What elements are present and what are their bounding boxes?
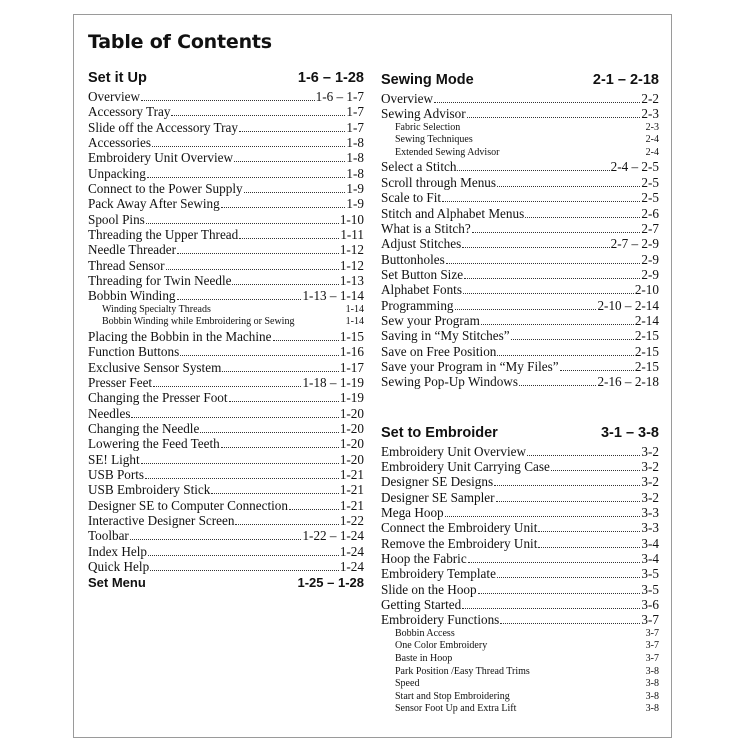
toc-entry-page: 3-2 <box>641 458 659 474</box>
toc-entry-label: Threading for Twin Needle <box>88 273 232 289</box>
toc-entry-label: Placing the Bobbin in the Machine <box>88 329 272 344</box>
toc-entry-page: 1-20 <box>339 436 364 452</box>
toc-entry-page: 2-7 <box>641 220 659 236</box>
toc-entry <box>381 236 659 251</box>
toc-entry-label: What is a Stitch? <box>381 220 471 236</box>
toc-entry-page: 2-15 <box>634 343 659 359</box>
toc-subentry <box>381 666 659 679</box>
dot-leader <box>177 253 339 254</box>
right-column <box>381 69 659 716</box>
toc-entry-label: Winding Specialty Threads <box>102 303 211 315</box>
toc-entry <box>88 498 364 513</box>
toc-entry-page: 2-3 <box>641 106 659 122</box>
toc-entry-page: 1-15 <box>339 329 364 344</box>
toc-entry <box>88 360 364 375</box>
toc-entry-label: Embroidery Template <box>381 566 496 582</box>
toc-entry-label: Toolbar <box>88 528 129 544</box>
dot-leader <box>131 417 338 418</box>
dot-leader <box>551 470 641 471</box>
toc-entry <box>88 242 364 257</box>
toc-entry-page: 1-22 <box>339 513 364 529</box>
dot-leader <box>222 371 338 372</box>
toc-entry-label: Connect the Embroidery Unit <box>381 520 538 536</box>
toc-entry-label: Index Help <box>88 543 147 559</box>
toc-entry-page: 1-7 <box>346 119 364 135</box>
toc-entry <box>88 375 364 390</box>
toc-entry-label: One Color Embroidery <box>395 640 488 652</box>
dot-leader <box>468 562 641 563</box>
toc-entry-page: 2-4 <box>645 146 659 158</box>
toc-entry <box>88 227 364 242</box>
toc-entry <box>381 190 659 205</box>
toc-entry-page: 3-3 <box>641 505 659 520</box>
toc-entry-label: Save on Free Position <box>381 343 497 359</box>
toc-entry-label: Buttonholes <box>381 251 445 267</box>
toc-entry-label: Thread Sensor <box>88 257 165 273</box>
toc-entry-page: 1-24 <box>339 543 364 559</box>
toc-entry-page: 3-6 <box>641 597 659 613</box>
toc-entry-label: Exclusive Sensor System <box>88 359 222 375</box>
toc-entry-page: 2-14 <box>634 312 659 328</box>
toc-entry <box>88 421 364 436</box>
toc-entry <box>381 106 659 121</box>
toc-entry-label: Select a Stitch <box>381 159 457 175</box>
toc-entry-page: 3-4 <box>641 535 659 551</box>
dot-leader <box>445 516 641 517</box>
toc-entry <box>381 520 659 535</box>
dot-leader <box>289 509 339 510</box>
toc-entry <box>88 212 364 227</box>
toc-entry-page: 1-7 <box>346 104 364 120</box>
dot-leader <box>273 340 339 341</box>
toc-entry-label: Scale to Fit <box>381 190 442 206</box>
dot-leader <box>467 117 641 118</box>
left-column <box>88 67 364 590</box>
toc-entry <box>381 551 659 566</box>
toc-entry-page: 1-16 <box>339 344 364 360</box>
toc-entry-page: 3-7 <box>645 640 659 652</box>
toc-entry-page: 2-4 – 2-5 <box>610 159 659 175</box>
toc-entry-page: 2-9 <box>641 266 659 282</box>
toc-entry-label: Changing the Presser Foot <box>88 390 228 406</box>
toc-entry-page: 1-12 <box>339 257 364 273</box>
toc-entry-label: Remove the Embroidery Unit <box>381 535 538 551</box>
toc-entry <box>381 359 659 374</box>
toc-entry-label: Set Menu <box>88 574 146 590</box>
section-title: Set to Embroider <box>381 424 498 441</box>
toc-entry-label: Getting Started <box>381 597 462 613</box>
toc-entry <box>381 91 659 106</box>
toc-entry-page: 1-21 <box>339 497 364 513</box>
toc-entry-page: 3-8 <box>645 678 659 690</box>
toc-entry-label: Bobbin Winding <box>88 288 176 304</box>
toc-entry-label: Bobbin Access <box>395 627 455 639</box>
dot-leader <box>462 608 640 609</box>
toc-entry <box>88 258 364 273</box>
toc-entry-label: Embroidery Unit Overview <box>381 443 527 459</box>
dot-leader <box>180 355 339 356</box>
toc-entry <box>88 181 364 196</box>
dot-leader <box>463 293 634 294</box>
toc-entry-label: Changing the Needle <box>88 421 200 437</box>
toc-entry-page: 2-10 <box>634 282 659 298</box>
toc-entry-page: 2-4 <box>645 134 659 146</box>
toc-entry-label: USB Embroidery Stick <box>88 482 211 498</box>
toc-entry <box>88 513 364 528</box>
toc-entry <box>88 575 364 590</box>
toc-entry-label: Start and Stop Embroidering <box>395 690 510 702</box>
toc-entry <box>381 252 659 267</box>
toc-entry <box>381 612 659 627</box>
toc-subentry <box>381 134 659 147</box>
toc-entry <box>88 150 364 165</box>
dot-leader <box>232 284 338 285</box>
toc-entry-label: Overview <box>88 89 140 104</box>
section-heading-sewing-mode <box>381 69 659 91</box>
toc-entry-page: 1-10 <box>339 211 364 227</box>
toc-entry-page: 1-20 <box>339 421 364 437</box>
toc-entry-label: Sewing Pop-Up Windows <box>381 374 518 390</box>
dot-leader <box>478 593 641 594</box>
toc-entry-page: 1-8 <box>346 150 364 166</box>
dot-leader <box>211 493 338 494</box>
dot-leader <box>442 201 640 202</box>
toc-entry-page: 1-8 <box>346 135 364 151</box>
toc-entry-label: Presser Feet <box>88 375 153 391</box>
dot-leader <box>497 186 640 187</box>
toc-entry-page: 2-5 <box>641 190 659 206</box>
toc-entry-label: Sewing Techniques <box>395 134 473 146</box>
dot-leader <box>166 269 339 270</box>
toc-entry <box>88 544 364 559</box>
toc-subentry <box>381 122 659 135</box>
toc-entry-page: 1-9 <box>346 181 364 197</box>
toc-list <box>88 89 364 590</box>
toc-entry-label: Accessory Tray <box>88 104 171 120</box>
toc-entry-page: 3-8 <box>645 703 659 715</box>
toc-entry-page: 1-17 <box>339 359 364 375</box>
dot-leader <box>150 570 339 571</box>
toc-entry-label: Embroidery Functions <box>381 612 500 628</box>
toc-entry-page: 3-5 <box>641 566 659 582</box>
toc-entry-page: 1-13 – 1-14 <box>302 288 364 304</box>
dot-leader <box>239 131 345 132</box>
toc-entry <box>88 436 364 451</box>
toc-entry-page: 3-3 <box>641 520 659 536</box>
section-pages: 1-6 – 1-28 <box>297 70 364 86</box>
dot-leader <box>538 531 640 532</box>
toc-entry-label: Sew your Program <box>381 312 480 328</box>
toc-entry-label: SE! Light <box>88 451 140 467</box>
toc-entry-page: 2-5 <box>641 174 659 190</box>
toc-entry-label: Baste in Hoop <box>395 652 453 664</box>
toc-entry-label: Stitch and Alphabet Menus <box>381 205 525 221</box>
toc-entry <box>381 505 659 520</box>
dot-leader <box>235 524 338 525</box>
toc-entry-page: 2-3 <box>645 121 659 133</box>
page-title: Table of Contents <box>88 31 272 53</box>
toc-list <box>381 444 659 716</box>
toc-entry <box>381 313 659 328</box>
dot-leader <box>200 432 338 433</box>
toc-subentry <box>381 628 659 641</box>
dot-leader <box>147 177 346 178</box>
toc-entry <box>88 452 364 467</box>
toc-entry-page: 3-4 <box>641 551 659 567</box>
dot-leader <box>244 192 346 193</box>
dot-leader <box>464 278 640 279</box>
toc-entry <box>381 459 659 474</box>
toc-entry <box>88 344 364 359</box>
toc-entry-label: Scroll through Menus <box>381 174 497 190</box>
toc-entry-label: Unpacking <box>88 165 146 181</box>
toc-entry-label: Accessories <box>88 135 151 151</box>
toc-entry <box>88 273 364 288</box>
dot-leader <box>500 623 640 624</box>
toc-entry <box>381 175 659 190</box>
toc-subentry <box>381 703 659 716</box>
toc-entry-page: 1-6 – 1-7 <box>315 89 364 104</box>
toc-entry-label: Embroidery Unit Carrying Case <box>381 458 550 474</box>
toc-entry-page: 1-11 <box>340 227 364 243</box>
toc-entry <box>381 328 659 343</box>
toc-entry-label: Sewing Advisor <box>381 106 466 122</box>
toc-entry <box>88 390 364 405</box>
toc-entry-page: 1-18 – 1-19 <box>302 375 364 391</box>
section-pages: 3-1 – 3-8 <box>600 424 659 441</box>
toc-entry-label: Threading the Upper Thread <box>88 227 239 243</box>
dot-leader <box>221 447 339 448</box>
toc-entry-label: Park Position /Easy Thread Trims <box>395 665 530 677</box>
toc-entry-label: Designer SE Sampler <box>381 489 495 505</box>
toc-entry-label: Designer SE to Computer Connection <box>88 497 288 513</box>
toc-entry-page: 2-15 <box>634 358 659 374</box>
toc-entry-page: 2-15 <box>634 328 659 344</box>
toc-entry <box>381 536 659 551</box>
dot-leader <box>472 232 641 233</box>
toc-entry <box>381 159 659 174</box>
toc-entry-label: Sensor Foot Up and Extra Lift <box>395 703 517 715</box>
toc-subentry <box>381 653 659 666</box>
dot-leader <box>148 555 339 556</box>
document-page <box>73 14 672 738</box>
toc-entry-page: 3-5 <box>641 581 659 597</box>
toc-entry-page: 1-20 <box>339 405 364 421</box>
toc-entry <box>88 135 364 150</box>
toc-entry-page: 1-19 <box>339 390 364 406</box>
dot-leader <box>496 501 641 502</box>
toc-entry <box>88 559 364 574</box>
toc-entry <box>88 104 364 119</box>
dot-leader <box>538 547 640 548</box>
toc-entry-page: 2-7 – 2-9 <box>610 236 659 252</box>
toc-entry <box>88 329 364 344</box>
toc-entry-page: 1-14 <box>345 303 364 315</box>
toc-entry <box>381 221 659 236</box>
toc-entry-page: 1-9 <box>346 196 364 212</box>
dot-leader <box>560 370 634 371</box>
toc-entry <box>381 490 659 505</box>
toc-entry-page: 1-24 <box>339 559 364 575</box>
toc-entry-label: Interactive Designer Screen <box>88 513 235 529</box>
toc-entry-page: 1-21 <box>339 482 364 498</box>
dot-leader <box>146 223 339 224</box>
section-pages: 2-1 – 2-18 <box>592 72 659 88</box>
section-heading-set-it-up <box>88 67 364 89</box>
dot-leader <box>462 247 609 248</box>
toc-entry-page: 2-9 <box>641 251 659 267</box>
section-title: Sewing Mode <box>381 72 474 88</box>
toc-entry-label: Mega Hoop <box>381 505 444 520</box>
toc-entry-page: 3-8 <box>645 690 659 702</box>
toc-list <box>381 91 659 390</box>
toc-entry <box>381 206 659 221</box>
dot-leader <box>153 386 301 387</box>
toc-entry <box>381 344 659 359</box>
toc-entry <box>381 282 659 297</box>
toc-entry-page: 3-7 <box>645 652 659 664</box>
toc-subentry <box>381 147 659 160</box>
dot-leader <box>457 170 609 171</box>
toc-entry <box>88 528 364 543</box>
toc-entry <box>88 406 364 421</box>
section-heading-set-to-embroider <box>381 422 659 444</box>
toc-entry-label: Save your Program in “My Files” <box>381 358 559 374</box>
toc-entry-label: Embroidery Unit Overview <box>88 150 234 166</box>
toc-entry-label: Hoop the Fabric <box>381 551 467 567</box>
toc-entry-page: 2-16 – 2-18 <box>597 374 659 390</box>
dot-leader <box>234 161 345 162</box>
toc-entry-label: USB Ports <box>88 467 145 483</box>
toc-subentry <box>381 640 659 653</box>
toc-entry-page: 2-6 <box>641 205 659 221</box>
toc-entry <box>381 566 659 581</box>
toc-entry <box>381 374 659 389</box>
toc-entry-label: Extended Sewing Advisor <box>395 146 500 158</box>
toc-entry-page: 1-25 – 1-28 <box>297 574 364 590</box>
dot-leader <box>494 485 640 486</box>
toc-entry-label: Connect to the Power Supply <box>88 181 243 197</box>
dot-leader <box>511 339 634 340</box>
dot-leader <box>130 539 302 540</box>
toc-entry-page: 3-7 <box>645 627 659 639</box>
dot-leader <box>171 115 345 116</box>
toc-subentry <box>381 678 659 691</box>
toc-entry-page: 3-2 <box>641 489 659 505</box>
toc-entry-label: Spool Pins <box>88 211 145 227</box>
dot-leader <box>177 299 302 300</box>
toc-entry-page: 2-2 <box>641 91 659 106</box>
toc-entry <box>88 482 364 497</box>
dot-leader <box>141 100 315 101</box>
toc-subentry <box>88 316 364 329</box>
toc-entry-page: 1-21 <box>339 467 364 483</box>
toc-entry-page: 3-2 <box>641 443 659 459</box>
toc-entry-label: Function Buttons <box>88 344 180 360</box>
toc-entry-label: Adjust Stitches <box>381 236 462 252</box>
toc-entry-page: 1-13 <box>339 273 364 289</box>
dot-leader <box>527 455 640 456</box>
toc-subentry <box>88 304 364 317</box>
toc-entry-page: 3-8 <box>645 665 659 677</box>
toc-entry <box>381 597 659 612</box>
toc-entry-label: Fabric Selection <box>395 121 461 133</box>
toc-entry-page: 3-7 <box>641 612 659 628</box>
toc-entry <box>381 298 659 313</box>
toc-entry <box>88 89 364 104</box>
dot-leader <box>229 401 339 402</box>
toc-entry-page: 1-14 <box>345 316 364 328</box>
toc-entry-label: Programming <box>381 297 454 313</box>
dot-leader <box>145 478 339 479</box>
dot-leader <box>481 324 634 325</box>
toc-entry-label: Speed <box>395 678 420 690</box>
dot-leader <box>519 385 596 386</box>
dot-leader <box>141 463 339 464</box>
dot-leader <box>525 217 640 218</box>
toc-entry <box>88 120 364 135</box>
toc-entry-label: Saving in “My Stitches” <box>381 328 510 344</box>
toc-entry-page: 1-20 <box>339 451 364 467</box>
toc-entry-page: 3-2 <box>641 474 659 490</box>
dot-leader <box>221 207 346 208</box>
toc-entry-label: Slide on the Hoop <box>381 581 477 597</box>
toc-entry <box>88 467 364 482</box>
toc-subentry <box>381 691 659 704</box>
toc-entry-label: Needle Threader <box>88 242 176 258</box>
toc-entry-label: Alphabet Fonts <box>381 282 462 298</box>
dot-leader <box>497 355 633 356</box>
dot-leader <box>455 309 597 310</box>
toc-entry-label: Overview <box>381 91 433 106</box>
toc-entry-label: Bobbin Winding while Embroidering or Sewing <box>102 316 295 328</box>
toc-entry-page: 1-8 <box>346 165 364 181</box>
dot-leader <box>239 238 339 239</box>
dot-leader <box>446 263 641 264</box>
toc-entry-page: 1-22 – 1-24 <box>302 528 364 544</box>
toc-entry-label: Needles <box>88 405 131 421</box>
dot-leader <box>497 577 640 578</box>
toc-entry-page: 2-10 – 2-14 <box>597 297 659 313</box>
toc-entry-label: Slide off the Accessory Tray <box>88 119 238 135</box>
toc-entry-label: Set Button Size <box>381 266 464 282</box>
dot-leader <box>152 146 345 147</box>
toc-entry <box>381 474 659 489</box>
dot-leader <box>434 102 640 103</box>
section-title: Set it Up <box>88 70 147 86</box>
toc-entry-label: Designer SE Designs <box>381 474 494 490</box>
toc-entry-label: Quick Help <box>88 559 150 575</box>
toc-entry-label: Pack Away After Sewing <box>88 196 220 212</box>
toc-entry <box>88 288 364 303</box>
toc-entry <box>381 444 659 459</box>
toc-entry <box>381 267 659 282</box>
toc-entry <box>88 196 364 211</box>
toc-entry-label: Lowering the Feed Teeth <box>88 436 220 452</box>
toc-entry <box>381 582 659 597</box>
toc-entry-page: 1-12 <box>339 242 364 258</box>
toc-entry <box>88 166 364 181</box>
